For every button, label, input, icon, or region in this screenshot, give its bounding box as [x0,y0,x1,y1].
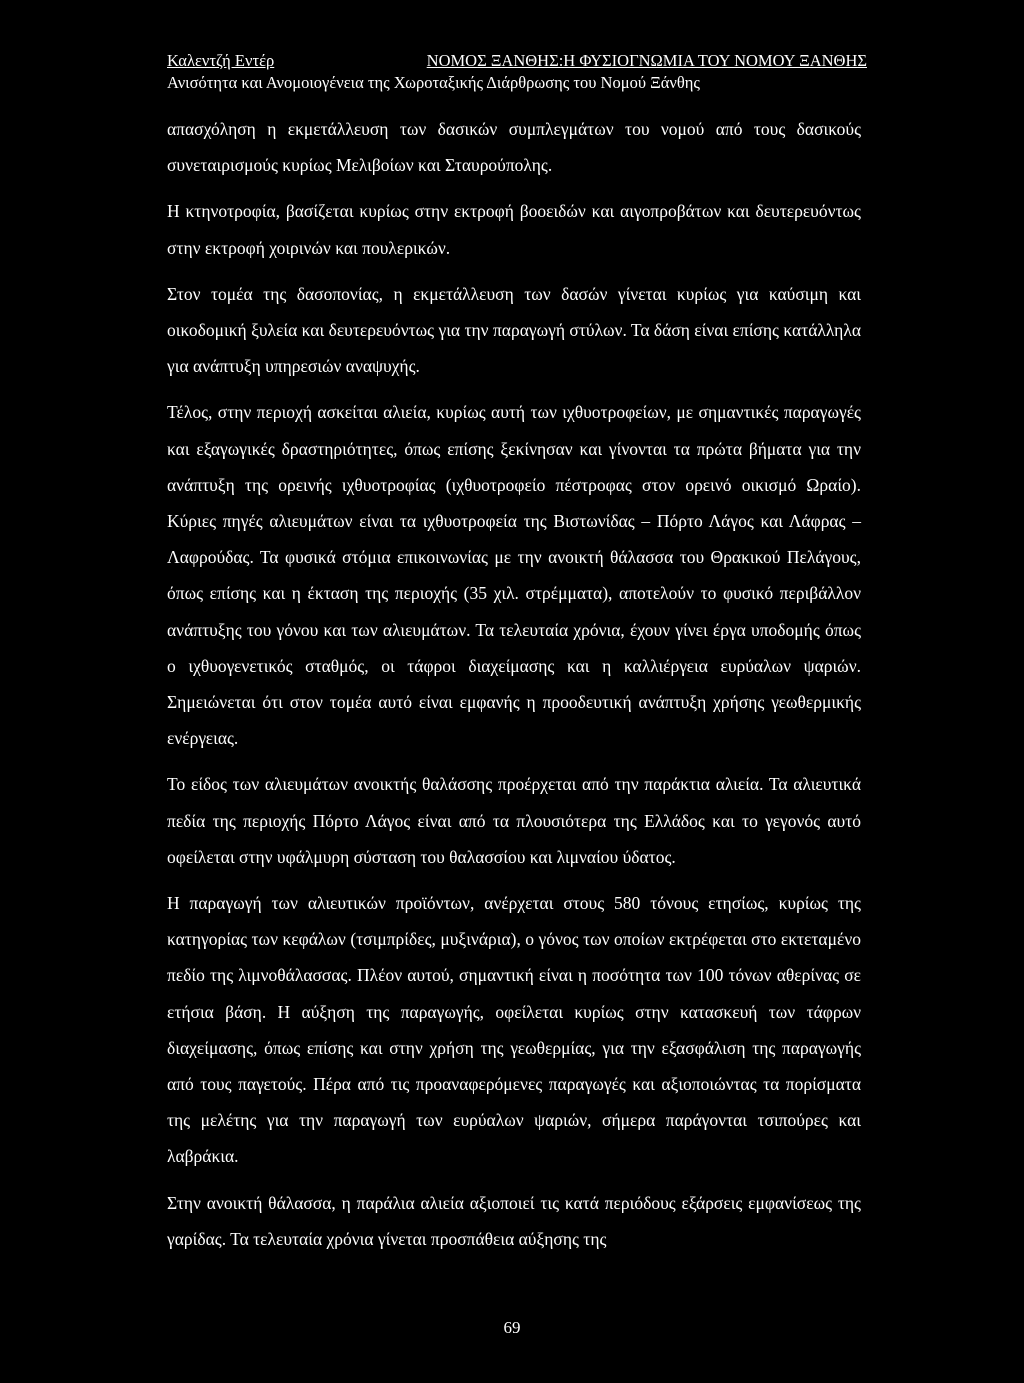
page-header [167,50,867,94]
header-author: Καλεντζή Εντέρ [167,51,275,70]
paragraph: Το είδος των αλιευμάτων ανοικτής θαλάσσης προέρχεται από την παράκτια αλιεία. Τα αλιευτικά πεδία της περιοχής Πόρτο Λάγος είναι από τα πλουσιότερα της Ελλάδος και το γεγονός αυτό οφείλεται στην υφάλμυρη σύσταση του θαλασσίου και λιμναίου ύδατος. [167,774,861,867]
page-number: 69 [503,1318,521,1337]
paragraph: Στον τομέα της δασοπονίας, η εκμετάλλευση των δασών γίνεται κυρίως για καύσιμη και οικοδομική ξυλεία και δευτερευόντως για την παραγωγή στύλων. Τα δάση είναι επίσης κατάλληλα για ανάπτυξη υπηρεσιών αναψυχής. [167,283,861,377]
header-subtitle: Ανισότητα και Ανομοιογένεια της Χωροταξικής Διάρθρωσης του Νομού Ξάνθης [167,73,700,92]
paragraph: Τέλος, στην περιοχή ασκείται αλιεία, κυρίως αυτή των ιχθυοτροφείων, με σημαντικές παραγωγές και εξαγωγικές δραστηριότητες, όπως επίσης ξεκίνησαν και γίνονται τα πρώτα βήματα για την ανάπτυξη της ορεινής ιχθυοτροφίας (ιχθυοτροφείο πέστροφας στον ορεινό οικισμό Ωραίο). Κύριες πηγές αλιευμάτων είναι τα ιχθυοτροφεία της Βιστωνίδας – Πόρτο Λάγος και Λάφρας – Λαφρούδας. Τα φυσικά στόμια επικοινωνίας με την ανοικτή θάλασσα του Θρακικού Πελάγους, όπως επίσης και η έκταση της περιοχής (35 χιλ. στρέμματα), αποτελούν το φυσικό περιβάλλον ανάπτυξης του γόνου και των αλιευμάτων. Τα τελευταία χρόνια, έχουν γίνει έργα υποδομής όπως ο ιχθυογενετικός σταθμός, οι τάφροι διαχείμασης και η καλλιέργεια ευρύαλων ψαριών. Σημειώνεται ότι στον τομέα αυτό είναι εμφανής η προοδευτική ανάπτυξη χρήσης γεωθερμικής ενέργειας. [167,402,861,749]
paragraph: Η παραγωγή των αλιευτικών προϊόντων, ανέρχεται στους 580 τόνους ετησίως, κυρίως της κατηγορίας των κεφάλων (τσιμπρίδες, μυξινάρια), ο γόνος των οποίων εκτρέφεται στο εκτεταμένο πεδίο της λιμνοθάλασσας. Πλέον αυτού, σημαντική είναι η ποσότητα των 100 τόνων αθερίνας σε ετήσια βάση. Η αύξηση της παραγωγής, οφείλεται κυρίως στην κατασκευή των τάφρων διαχείμασης, όπως επίσης και στην χρήση της γεωθερμίας, για την εξασφάλιση της παραγωγής από τους παγετούς. Πέρα από τις προαναφερόμενες παραγωγές και αξιοποιώντας τα πορίσματα της μελέτης για την παραγωγή των ευρύαλων ψαριών, σήμερα παράγονται τσιπούρες και λαβράκια. [167,893,861,1167]
document-body [167,111,861,1267]
paragraph: απασχόληση η εκμετάλλευση των δασικών συμπλεγμάτων του νομού από τους δασικούς συνεταιρισμούς κυρίως Μελιβοίων και Σταυρούπολης. [167,119,861,176]
header-title: ΝΟΜΟΣ ΞΑΝΘΗΣ:Η ΦΥΣΙΟΓΝΩΜΙΑ ΤΟΥ ΝΟΜΟΥ ΞΑΝΘΗΣ [426,51,867,70]
header-top-line [167,50,867,72]
paragraph: Στην ανοικτή θάλασσα, η παράλια αλιεία αξιοποιεί τις κατά περιόδους εξάρσεις εμφανίσεως της γαρίδας. Τα τελευταία χρόνια γίνεται προσπάθεια αύξησης της [167,1192,861,1249]
paragraph: Η κτηνοτροφία, βασίζεται κυρίως στην εκτροφή βοοειδών και αιγοπροβάτων και δευτερευόντως στην εκτροφή χοιρινών και πουλερικών. [167,201,861,258]
